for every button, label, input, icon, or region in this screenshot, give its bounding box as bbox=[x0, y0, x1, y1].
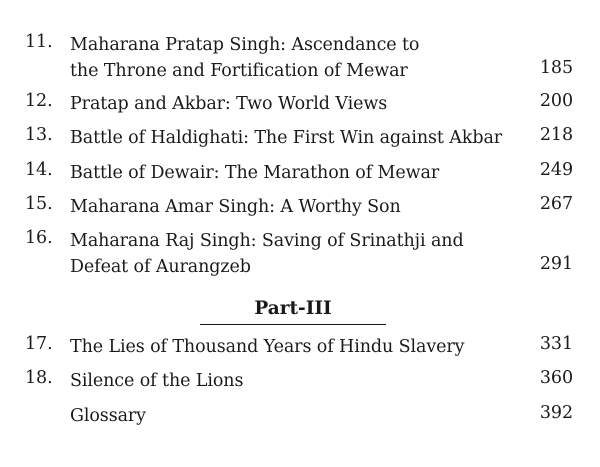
toc-entry-page: 249 bbox=[539, 160, 573, 180]
toc-entry-number: 11. bbox=[25, 32, 53, 52]
toc-entry-title-line: Silence of the Lions bbox=[70, 371, 244, 391]
toc-entry-title bbox=[70, 160, 520, 186]
toc-entry-title bbox=[70, 125, 520, 151]
toc-entry-page: 291 bbox=[539, 254, 573, 274]
toc-entry-title bbox=[70, 32, 520, 84]
toc-entry-title bbox=[70, 91, 520, 117]
toc-entry-page: 392 bbox=[539, 403, 573, 423]
part-heading-underline bbox=[200, 324, 386, 325]
toc-entry-title bbox=[70, 403, 520, 429]
toc-entry-title-line: Battle of Haldighati: The First Win against Akbar bbox=[70, 128, 503, 148]
toc-entry-title-line: Maharana Amar Singh: A Worthy Son bbox=[70, 197, 401, 217]
toc-entry-title bbox=[70, 228, 520, 280]
toc-entry-number: 14. bbox=[25, 160, 53, 180]
toc-entry-title-line: Pratap and Akbar: Two World Views bbox=[70, 94, 388, 114]
toc-entry-title bbox=[70, 194, 520, 220]
toc-entry-number: 18. bbox=[25, 368, 53, 388]
toc-entry-page: 218 bbox=[539, 125, 573, 145]
toc-entry-title-line: the Throne and Fortification of Mewar bbox=[70, 61, 408, 81]
toc-entry-title-line: Defeat of Aurangzeb bbox=[70, 257, 251, 277]
toc-entry-title-line: Glossary bbox=[70, 406, 146, 426]
toc-entry-number: 16. bbox=[25, 228, 53, 248]
toc-entry-number: 17. bbox=[25, 334, 53, 354]
toc-entry-title bbox=[70, 334, 520, 360]
toc-entry-page: 267 bbox=[539, 194, 573, 214]
toc-entry-title-line: Maharana Raj Singh: Saving of Srinathji and bbox=[70, 231, 464, 251]
toc-entry-page: 331 bbox=[539, 334, 573, 354]
toc-entry-title-line: Maharana Pratap Singh: Ascendance to bbox=[70, 35, 420, 55]
toc-entry-title-line: The Lies of Thousand Years of Hindu Slavery bbox=[70, 337, 465, 357]
toc-entry-page: 200 bbox=[539, 91, 573, 111]
toc-entry-page: 360 bbox=[539, 368, 573, 388]
toc-entry-number: 13. bbox=[25, 125, 53, 145]
toc-entry-title-line: Battle of Dewair: The Marathon of Mewar bbox=[70, 163, 440, 183]
toc-entry-number: 15. bbox=[25, 194, 53, 214]
toc-entry-page: 185 bbox=[539, 58, 573, 78]
part-heading: Part-III bbox=[254, 298, 332, 319]
toc-entry-number: 12. bbox=[25, 91, 53, 111]
toc-entry-title bbox=[70, 368, 520, 394]
